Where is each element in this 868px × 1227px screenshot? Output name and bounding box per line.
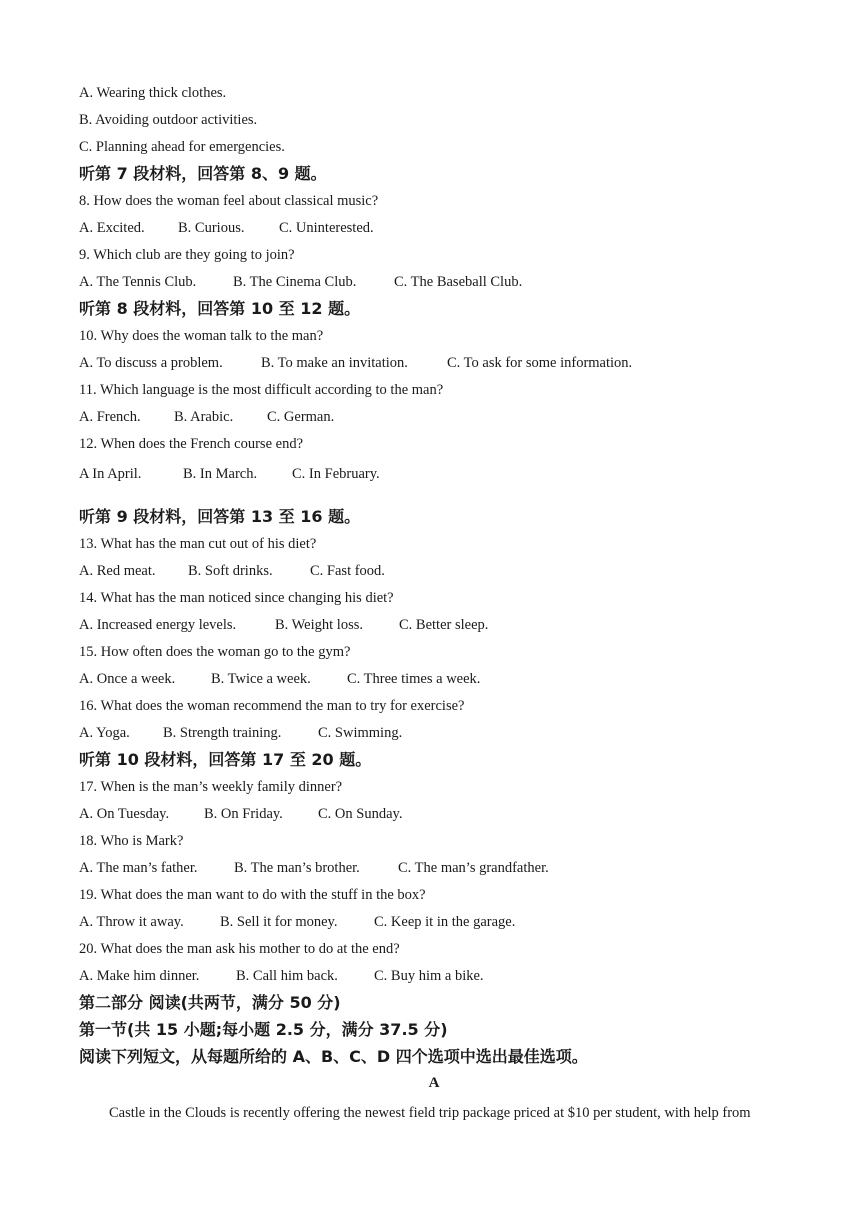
q8-question: 8. How does the woman feel about classical music? [79,193,379,209]
q14-option-c: C. Better sleep. [399,617,489,633]
q16-question: 16. What does the woman recommend the man to try for exercise? [79,698,465,714]
q14-option-b: B. Weight loss. [275,617,363,633]
q17-options [79,805,402,823]
q20-question: 20. What does the man ask his mother to do at the end? [79,941,400,957]
q14-options [79,616,488,634]
q9-option-c: C. The Baseball Club. [394,274,523,290]
section-7-heading: 听第 7 段材料，回答第 8、9 题。 [79,164,327,183]
q18-option-b: B. The man’s brother. [234,860,360,876]
q19-option-b: B. Sell it for money. [220,914,338,930]
q11-options [79,408,334,426]
q9-options [79,273,522,291]
passage-first-line: Castle in the Clouds is recently offering the newest field trip package priced at $10 per student, with help from [109,1105,751,1121]
section-10-heading: 听第 10 段材料，回答第 17 至 20 题。 [79,750,372,769]
q19-question: 19. What does the man want to do with the stuff in the box? [79,887,426,903]
q13-question: 13. What has the man cut out of his diet? [79,536,317,552]
q10-option-c: C. To ask for some information. [447,355,633,371]
q15-question: 15. How often does the woman go to the gym? [79,644,351,660]
q14-question: 14. What has the man noticed since changing his diet? [79,590,394,606]
q15-option-c: C. Three times a week. [347,671,481,687]
q11-question: 11. Which language is the most difficult according to the man? [79,382,444,398]
q9-option-a: A. The Tennis Club. [79,274,197,290]
q12-question: 12. When does the French course end? [79,436,304,452]
q12-option-b: B. In March. [183,466,258,482]
q17-option-a: A. On Tuesday. [79,806,170,822]
q9-option-b: B. The Cinema Club. [233,274,357,290]
section-9-heading: 听第 9 段材料，回答第 13 至 16 题。 [79,507,361,526]
q11-option-a: A. French. [79,409,141,425]
q20-option-c: C. Buy him a bike. [374,968,484,984]
q9-question: 9. Which club are they going to join? [79,247,295,263]
q10-option-b: B. To make an invitation. [261,355,408,371]
part-2-section-1-heading: 第一节(共 15 小题;每小题 2.5 分，满分 37.5 分) [79,1020,448,1039]
q17-question: 17. When is the man’s weekly family dinner? [79,779,343,795]
q7-option-c: C. Planning ahead for emergencies. [79,139,285,155]
q13-option-b: B. Soft drinks. [188,563,273,579]
q20-options [79,967,484,985]
q16-option-c: C. Swimming. [318,725,403,741]
q16-option-a: A. Yoga. [79,725,130,741]
q15-option-a: A. Once a week. [79,671,176,687]
q19-option-c: C. Keep it in the garage. [374,914,516,930]
q17-option-b: B. On Friday. [204,806,283,822]
q14-option-a: A. Increased energy levels. [79,617,237,633]
q18-option-c: C. The man’s grandfather. [398,860,549,876]
reading-instruction: 阅读下列短文，从每题所给的 A、B、C、D 四个选项中选出最佳选项。 [79,1047,588,1066]
q12-options [79,465,380,483]
q15-options [79,670,480,688]
q8-option-a: A. Excited. [79,220,145,236]
q12-option-a: A In April. [79,466,142,482]
q20-option-a: A. Make him dinner. [79,968,200,984]
q16-option-b: B. Strength training. [163,725,282,741]
q15-option-b: B. Twice a week. [211,671,311,687]
q11-option-b: B. Arabic. [174,409,234,425]
q20-option-b: B. Call him back. [236,968,338,984]
q12-option-c: C. In February. [292,466,380,482]
q13-option-a: A. Red meat. [79,563,156,579]
passage-title: A [428,1075,440,1091]
part-2-heading: 第二部分 阅读(共两节，满分 50 分) [79,993,341,1012]
q13-options [79,562,385,580]
q8-options [79,219,374,237]
q18-options [79,859,549,877]
q19-option-a: A. Throw it away. [79,914,184,930]
q17-option-c: C. On Sunday. [318,806,403,822]
q11-option-c: C. German. [267,409,335,425]
q7-option-a: A. Wearing thick clothes. [79,85,227,101]
q10-options [79,354,632,372]
q16-options [79,724,402,742]
q18-option-a: A. The man’s father. [79,860,198,876]
q8-option-b: B. Curious. [178,220,245,236]
q10-question: 10. Why does the woman talk to the man? [79,328,324,344]
section-8-heading: 听第 8 段材料，回答第 10 至 12 题。 [79,299,361,318]
q18-question: 18. Who is Mark? [79,833,184,849]
q19-options [79,913,515,931]
q13-option-c: C. Fast food. [310,563,385,579]
q7-option-b: B. Avoiding outdoor activities. [79,112,258,128]
q8-option-c: C. Uninterested. [279,220,374,236]
q10-option-a: A. To discuss a problem. [79,355,223,371]
